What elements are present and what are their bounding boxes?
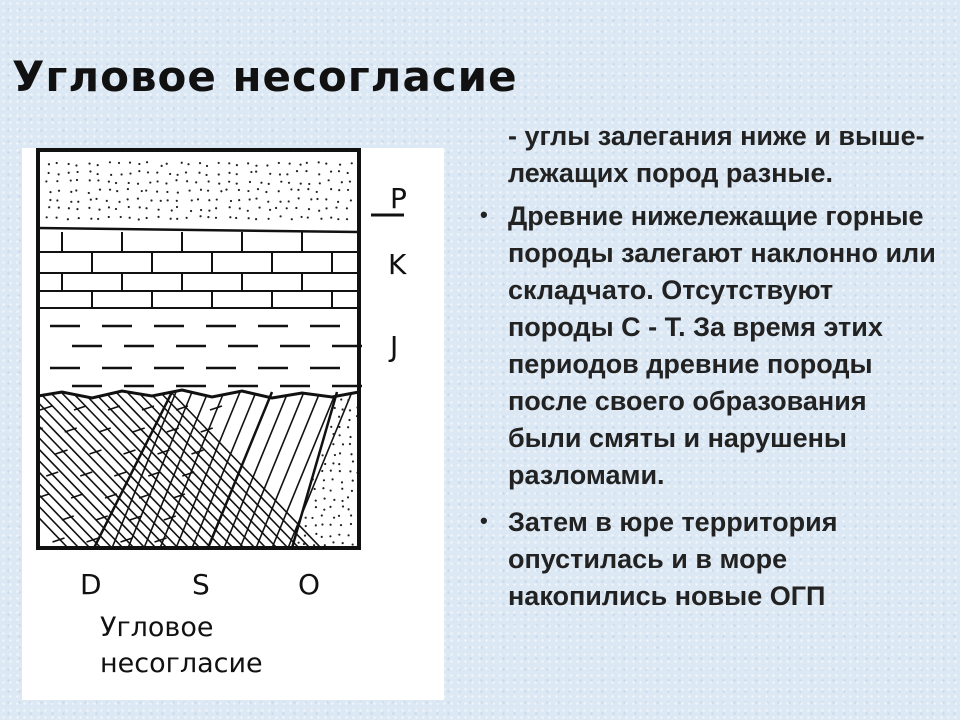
explanation-text — [476, 118, 946, 625]
caption-line: несогласие — [100, 648, 263, 679]
figure-caption — [100, 610, 263, 682]
unconformity-surface — [38, 390, 359, 398]
definition-text: - углы залегания ниже и выше-лежащих пород разные. — [508, 121, 925, 188]
unconformity-diagram — [22, 148, 444, 700]
label-ordovician: O — [298, 568, 321, 601]
bullet-item — [476, 504, 946, 615]
bullet-text: Затем в юре территория опустилась и в море накопились новые ОГП — [508, 507, 838, 611]
bullet-text: Древние нижележащие горные породы залегают наклонно или складчато. Отсутствуют породы С - Т. За время этих периодов древние породы после своего образования были смяты и нарушены разломами. — [508, 201, 936, 490]
label-devonian: D — [80, 568, 102, 601]
clay-layer — [50, 326, 362, 386]
label-silurian: S — [192, 568, 210, 601]
bullet-icon: • — [480, 202, 488, 227]
label-cretaceous: K — [388, 248, 407, 281]
bullet-item — [476, 198, 946, 494]
fault-line — [208, 392, 272, 548]
layer-boundary — [38, 228, 359, 232]
definition-item — [476, 118, 946, 192]
slide-title: Угловое несогласие — [12, 52, 518, 101]
label-jurassic: J — [390, 330, 399, 363]
bullet-icon: • — [480, 508, 488, 533]
sandstone-layer-top — [45, 161, 353, 220]
diagonal-hatch-rock — [22, 392, 321, 548]
caption-line: Угловое — [100, 612, 214, 643]
folded-lower-strata — [22, 392, 363, 548]
label-permian: P — [390, 182, 407, 215]
limestone-layer — [38, 232, 359, 308]
